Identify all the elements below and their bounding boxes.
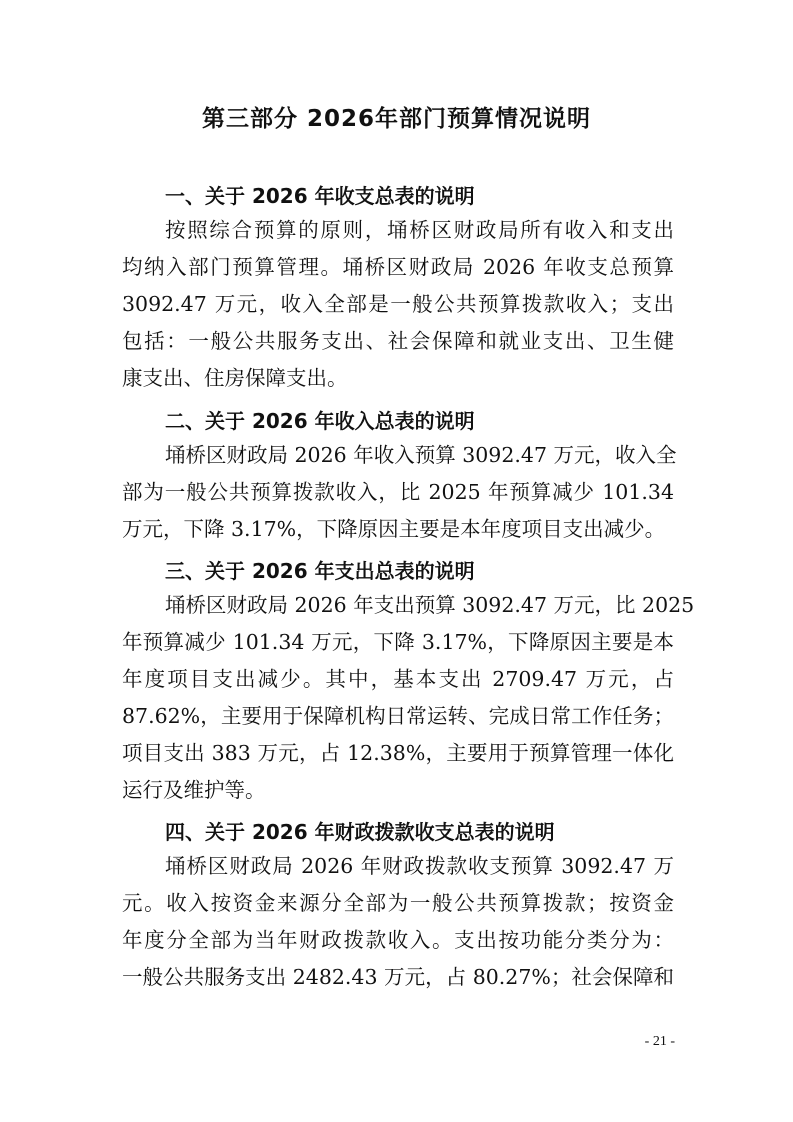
paragraph-line: 项目支出 383 万元，占 12.38%，主要用于预算管理一体化 bbox=[122, 741, 674, 765]
paragraph-line: 康支出、住房保障支出。 bbox=[122, 366, 348, 390]
paragraph-line: 运行及维护等。 bbox=[122, 778, 266, 802]
paragraph-line: 埇桥区财政局 2026 年收入预算 3092.47 万元，收入全 bbox=[165, 443, 677, 467]
paragraph-line: 年预算减少 101.34 万元，下降 3.17%，下降原因主要是本 bbox=[122, 630, 674, 654]
paragraph-line: 87.62%，主要用于保障机构日常运转、完成日常工作任务； bbox=[122, 704, 674, 728]
paragraph-line: 3092.47 万元，收入全部是一般公共预算拨款收入；支出 bbox=[122, 292, 674, 316]
section-heading-4: 四、关于 2026 年财政拨款收支总表的说明 bbox=[165, 820, 555, 844]
paragraph-line: 万元，下降 3.17%，下降原因主要是本年度项目支出减少。 bbox=[122, 517, 666, 541]
paragraph-line: 一般公共服务支出 2482.43 万元，占 80.27%；社会保障和 bbox=[122, 965, 674, 989]
section-heading-1: 一、关于 2026 年收支总表的说明 bbox=[165, 184, 475, 208]
paragraph-line: 按照综合预算的原则，埇桥区财政局所有收入和支出 bbox=[165, 218, 674, 242]
paragraph-line: 元。收入按资金来源分全部为一般公共预算拨款；按资金 bbox=[122, 891, 674, 915]
section-heading-3: 三、关于 2026 年支出总表的说明 bbox=[165, 559, 475, 583]
paragraph-line: 均纳入部门预算管理。埇桥区财政局 2026 年收支总预算 bbox=[122, 255, 674, 279]
page-title: 第三部分 2026年部门预算情况说明 bbox=[201, 106, 592, 132]
paragraph-line: 年度分全部为当年财政拨款收入。支出按功能分类分为： bbox=[122, 928, 674, 952]
paragraph-line: 埇桥区财政局 2026 年支出预算 3092.47 万元，比 2025 bbox=[165, 593, 695, 617]
paragraph-line: 包括：一般公共服务支出、社会保障和就业支出、卫生健 bbox=[122, 329, 674, 353]
section-heading-2: 二、关于 2026 年收入总表的说明 bbox=[165, 409, 475, 433]
paragraph-line: 部为一般公共预算拨款收入，比 2025 年预算减少 101.34 bbox=[122, 480, 674, 504]
paragraph-line: 埇桥区财政局 2026 年财政拨款收支预算 3092.47 万 bbox=[165, 854, 674, 878]
paragraph-line: 年度项目支出减少。其中，基本支出 2709.47 万元，占 bbox=[122, 667, 674, 691]
page-number: - 21 - bbox=[644, 1034, 675, 1049]
